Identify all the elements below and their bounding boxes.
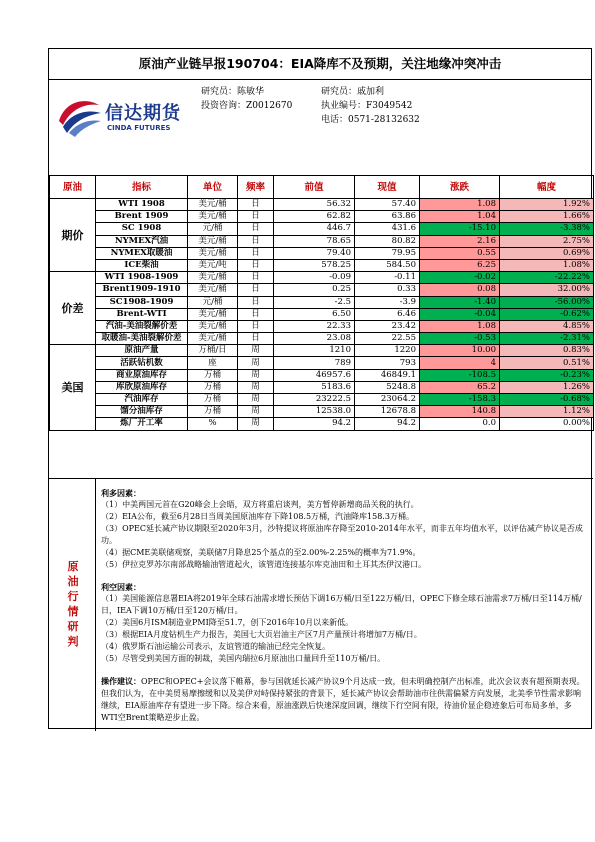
indicator-cell: Brent-WTI <box>96 308 188 320</box>
table-header-row <box>50 176 594 199</box>
table-row <box>50 381 594 393</box>
change-cell: 6.25 <box>420 259 500 271</box>
table-row <box>50 223 594 235</box>
table-row <box>50 333 594 345</box>
previous-cell: 94.2 <box>274 418 355 430</box>
bear-title: 利空因素： <box>101 582 141 592</box>
unit-cell: % <box>188 418 238 430</box>
indicator-cell: 取暖油-美油裂解价差 <box>96 333 188 345</box>
group-label: 期价 <box>50 199 96 272</box>
current-cell: 94.2 <box>355 418 420 430</box>
bear-item: （5）尽管受到美国方面的制裁，美国内瑞拉6月原油出口量回升至110万桶/日。 <box>101 654 386 663</box>
percent-cell: -0.68% <box>500 394 594 406</box>
unit-cell: 座 <box>188 357 238 369</box>
frequency-cell: 日 <box>238 199 274 211</box>
header-crude: 原油 <box>50 176 96 199</box>
change-cell: -0.53 <box>420 333 500 345</box>
current-cell: 22.55 <box>355 333 420 345</box>
change-cell: -0.02 <box>420 272 500 284</box>
unit-cell: 元/桶 <box>188 296 238 308</box>
percent-cell: -22.22% <box>500 272 594 284</box>
unit-cell: 美元/桶 <box>188 211 238 223</box>
frequency-cell: 周 <box>238 381 274 393</box>
indicator-cell: 炼厂开工率 <box>96 418 188 430</box>
previous-cell: 446.7 <box>274 223 355 235</box>
indicator-cell: SC 1908 <box>96 223 188 235</box>
previous-cell: 1210 <box>274 345 355 357</box>
previous-cell: 12538.0 <box>274 406 355 418</box>
current-cell: 5248.8 <box>355 381 420 393</box>
logo-text-cn: 信达期货 <box>105 103 181 124</box>
frequency-cell: 日 <box>238 320 274 332</box>
previous-cell: 79.40 <box>274 247 355 259</box>
unit-cell: 美元/桶 <box>188 333 238 345</box>
table-row <box>50 320 594 332</box>
unit-cell: 万桶 <box>188 369 238 381</box>
group-label: 价差 <box>50 272 96 345</box>
previous-cell: 46957.6 <box>274 369 355 381</box>
change-cell: 2.16 <box>420 235 500 247</box>
percent-cell: 2.75% <box>500 235 594 247</box>
meta-right <box>321 85 420 127</box>
researcher-2: 研究员：戚加利 <box>321 87 385 97</box>
header-indicator: 指标 <box>96 176 188 199</box>
percent-cell: 1.08% <box>500 259 594 271</box>
percent-cell: -0.23% <box>500 369 594 381</box>
frequency-cell: 周 <box>238 357 274 369</box>
percent-cell: 4.85% <box>500 320 594 332</box>
indicator-cell: WTI 1908 <box>96 199 188 211</box>
frequency-cell: 日 <box>238 223 274 235</box>
header-frequency: 频率 <box>238 176 274 199</box>
bull-title: 利多因素： <box>101 488 141 498</box>
percent-cell: 1.26% <box>500 381 594 393</box>
unit-cell: 美元/桶 <box>188 272 238 284</box>
percent-cell: 0.69% <box>500 247 594 259</box>
advice-text: OPEC和OPEC+会议落下帷幕，参与国就延长减产协议9个月达成一致，但未明确控制产出标准，此次会议表有超预期表现。但我们认为，在中美贸易摩擦缓和以及美伊对峙保持紧张的背景下，延长减产协议会帮助油市往供需偏紧方向发展，北美季节性需求影响继续，EIA原油库存有望进一步下降。综合来看，原油涨跌后快速深度回调，继续下行空间有限，待油价显企稳迹象后可布局多单，多WTI空Brent策略逆步止盈。 <box>101 677 585 722</box>
previous-cell: 789 <box>274 357 355 369</box>
frequency-cell: 日 <box>238 296 274 308</box>
indicator-cell: NYMEX取暖油 <box>96 247 188 259</box>
current-cell: 79.95 <box>355 247 420 259</box>
bull-item: （2）EIA公布，截至6月28日当周美国原油库存下降108.5万桶，汽油降库158.3万桶。 <box>101 512 414 521</box>
advice-title: 操作建议： <box>101 676 141 686</box>
table-row <box>50 357 594 369</box>
meta-left <box>201 85 292 113</box>
table-row <box>50 345 594 357</box>
frequency-cell: 日 <box>238 235 274 247</box>
change-cell: 1.08 <box>420 320 500 332</box>
table-row <box>50 211 594 223</box>
unit-cell: 美元/桶 <box>188 247 238 259</box>
bull-item: （3）OPEC延长减产协议期限至2020年3月，沙特提议将原油库存降至2010-2014年水平，而非五年均值水平，以评估减产协议是否成功。 <box>101 524 583 545</box>
report-title: 原油产业链早报190704：EIA降库不及预期，关注地缘冲突冲击 <box>49 49 591 80</box>
current-cell: 23.42 <box>355 320 420 332</box>
frequency-cell: 周 <box>238 418 274 430</box>
report-header <box>49 79 591 176</box>
change-cell: -158.3 <box>420 394 500 406</box>
header-previous: 前值 <box>274 176 355 199</box>
report-frame <box>48 48 592 729</box>
indicator-cell: 汽油-美油裂解价差 <box>96 320 188 332</box>
percent-cell: 1.92% <box>500 199 594 211</box>
frequency-cell: 日 <box>238 259 274 271</box>
indicator-cell: ICE柴油 <box>96 259 188 271</box>
market-table <box>49 175 594 431</box>
percent-cell: -0.62% <box>500 308 594 320</box>
bear-item: （1）美国能源信息署EIA将2019年全球石油需求增长预估下调16万桶/日至122万桶/日，OPEC下修全球石油需求7万桶/日至114万桶/日，IEA下调10万桶/日至120万桶/日。 <box>101 594 582 615</box>
indicator-cell: NYMEX汽油 <box>96 235 188 247</box>
unit-cell: 美元/桶 <box>188 235 238 247</box>
current-cell: 80.82 <box>355 235 420 247</box>
current-cell: 12678.8 <box>355 406 420 418</box>
previous-cell: 0.25 <box>274 284 355 296</box>
indicator-cell: 库欣原油库存 <box>96 381 188 393</box>
change-cell: 1.08 <box>420 199 500 211</box>
previous-cell: 62.82 <box>274 211 355 223</box>
percent-cell: 32.00% <box>500 284 594 296</box>
bull-item: （1）中美两国元首在G20峰会上会晤，双方将重启谈判，美方暂停新增商品关税的执行。 <box>101 500 419 509</box>
table-row <box>50 369 594 381</box>
current-cell: 46849.1 <box>355 369 420 381</box>
researcher: 研究员：陈敏华 <box>201 87 265 97</box>
current-cell: -0.11 <box>355 272 420 284</box>
unit-cell: 美元/桶 <box>188 284 238 296</box>
percent-cell: -56.00% <box>500 296 594 308</box>
advice <box>101 675 586 724</box>
analysis-section <box>49 478 593 731</box>
unit-cell: 万桶 <box>188 394 238 406</box>
bull-item: （4）据CME美联储观察，美联储7月降息25个基点的至2.00%-2.25%的概率为71.9%。 <box>101 548 421 557</box>
previous-cell: 6.50 <box>274 308 355 320</box>
analysis-body <box>101 487 586 724</box>
previous-cell: 23222.5 <box>274 394 355 406</box>
frequency-cell: 日 <box>238 308 274 320</box>
unit-cell: 万桶 <box>188 406 238 418</box>
indicator-cell: 商业原油库存 <box>96 369 188 381</box>
change-cell: 1.04 <box>420 211 500 223</box>
unit-cell: 美元/桶 <box>188 320 238 332</box>
indicator-cell: WTI 1908-1909 <box>96 272 188 284</box>
cinda-logo-icon <box>55 91 103 139</box>
indicator-cell: Brent1909-1910 <box>96 284 188 296</box>
bull-item: （5）伊拉克罗苏尔南部战略输油管道起火，该管道连接基尔库克油田和土耳其杰伊汉港口。 <box>101 560 427 569</box>
frequency-cell: 周 <box>238 394 274 406</box>
change-cell: 0.0 <box>420 418 500 430</box>
header-change: 涨跌 <box>420 176 500 199</box>
previous-cell: 78.65 <box>274 235 355 247</box>
frequency-cell: 日 <box>238 247 274 259</box>
frequency-cell: 周 <box>238 406 274 418</box>
unit-cell: 元/桶 <box>188 223 238 235</box>
group-label: 美国 <box>50 345 96 430</box>
header-unit: 单位 <box>188 176 238 199</box>
table-row <box>50 272 594 284</box>
percent-cell: 0.00% <box>500 418 594 430</box>
unit-cell: 万桶/日 <box>188 345 238 357</box>
change-cell: -1.40 <box>420 296 500 308</box>
frequency-cell: 周 <box>238 345 274 357</box>
current-cell: -3.9 <box>355 296 420 308</box>
frequency-cell: 周 <box>238 369 274 381</box>
change-cell: -15.10 <box>420 223 500 235</box>
consult-number: 投资咨询：Z0012670 <box>201 101 293 111</box>
change-cell: -0.04 <box>420 308 500 320</box>
unit-cell: 美元/桶 <box>188 199 238 211</box>
header-percent: 幅度 <box>500 176 594 199</box>
frequency-cell: 日 <box>238 333 274 345</box>
table-row <box>50 284 594 296</box>
current-cell: 63.86 <box>355 211 420 223</box>
previous-cell: 56.32 <box>274 199 355 211</box>
change-cell: 0.55 <box>420 247 500 259</box>
table-body <box>50 199 594 431</box>
unit-cell: 美元/吨 <box>188 259 238 271</box>
percent-cell: -3.38% <box>500 223 594 235</box>
indicator-cell: 馏分油库存 <box>96 406 188 418</box>
table-row <box>50 308 594 320</box>
percent-cell: -2.31% <box>500 333 594 345</box>
current-cell: 23064.2 <box>355 394 420 406</box>
percent-cell: 0.51% <box>500 357 594 369</box>
indicator-cell: SC1908-1909 <box>96 296 188 308</box>
current-cell: 431.6 <box>355 223 420 235</box>
cinda-logo <box>55 91 195 151</box>
current-cell: 0.33 <box>355 284 420 296</box>
analysis-side-label: 原油行情研判 <box>67 560 79 648</box>
table-row <box>50 235 594 247</box>
indicator-cell: 活跃钻机数 <box>96 357 188 369</box>
change-cell: 10.00 <box>420 345 500 357</box>
change-cell: 140.8 <box>420 406 500 418</box>
current-cell: 6.46 <box>355 308 420 320</box>
frequency-cell: 日 <box>238 211 274 223</box>
indicator-cell: Brent 1909 <box>96 211 188 223</box>
current-cell: 57.40 <box>355 199 420 211</box>
header-current: 现值 <box>355 176 420 199</box>
license-number: 执业编号：F3049542 <box>321 101 413 111</box>
current-cell: 1220 <box>355 345 420 357</box>
table-row <box>50 418 594 430</box>
logo-text-en: CINDA FUTURES <box>107 124 171 132</box>
bear-item: （2）美国6月ISM制造业PMI降至51.7，创下2016年10月以来新低。 <box>101 618 354 627</box>
bear-item: （3）根据EIA月度钻机生产力报告，美国七大页岩油主产区7月产量预计将增加7万桶/日。 <box>101 630 422 639</box>
change-cell: 4 <box>420 357 500 369</box>
indicator-cell: 汽油库存 <box>96 394 188 406</box>
percent-cell: 1.12% <box>500 406 594 418</box>
table-row <box>50 296 594 308</box>
change-cell: -108.5 <box>420 369 500 381</box>
current-cell: 584.50 <box>355 259 420 271</box>
frequency-cell: 日 <box>238 272 274 284</box>
table-row <box>50 406 594 418</box>
analysis-side-label-cell <box>49 479 96 731</box>
indicator-cell: 原油产量 <box>96 345 188 357</box>
unit-cell: 万桶 <box>188 381 238 393</box>
previous-cell: 5183.6 <box>274 381 355 393</box>
percent-cell: 1.66% <box>500 211 594 223</box>
change-cell: 0.08 <box>420 284 500 296</box>
previous-cell: -0.09 <box>274 272 355 284</box>
previous-cell: 578.25 <box>274 259 355 271</box>
phone: 电话：0571-28132632 <box>321 115 420 125</box>
previous-cell: 23.08 <box>274 333 355 345</box>
previous-cell: 22.33 <box>274 320 355 332</box>
change-cell: 65.2 <box>420 381 500 393</box>
table-row <box>50 199 594 211</box>
bear-item: （4）俄罗斯石油运输公司表示，友谊管道的输油已经完全恢复。 <box>101 642 331 651</box>
table-row <box>50 259 594 271</box>
frequency-cell: 日 <box>238 284 274 296</box>
percent-cell: 0.83% <box>500 345 594 357</box>
previous-cell: -2.5 <box>274 296 355 308</box>
table-row <box>50 247 594 259</box>
current-cell: 793 <box>355 357 420 369</box>
unit-cell: 美元/桶 <box>188 308 238 320</box>
table-row <box>50 394 594 406</box>
